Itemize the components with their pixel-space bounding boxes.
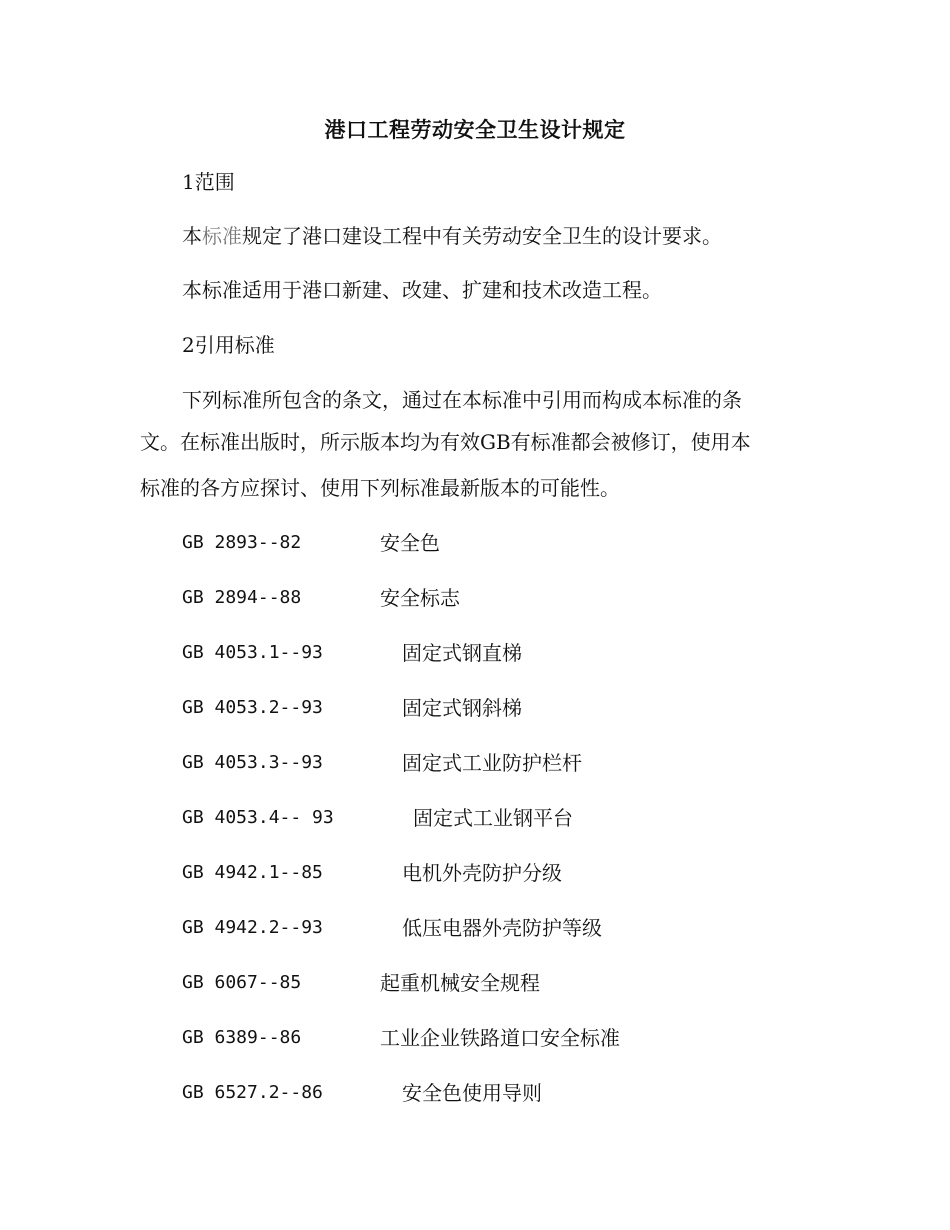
standard-code: GB 4053.1--93 — [182, 642, 323, 663]
standard-code: GB 4053.3--93 — [182, 752, 323, 773]
standard-name: 固定式工业防护栏杆 — [402, 751, 582, 775]
scope-p1-suffix: 规定了港口建设工程中有关劳动安全卫生的设计要求。 — [242, 224, 722, 248]
section-2-heading: 2引用标准 — [182, 333, 275, 357]
standard-code: GB 2894--88 — [182, 587, 302, 608]
standard-name: 安全色 — [380, 531, 440, 555]
standard-name: 电机外壳防护分级 — [402, 861, 562, 885]
scope-paragraph-1 — [140, 222, 847, 250]
standard-code: GB 6527.2--86 — [182, 1082, 323, 1103]
standard-name: 安全色使用导则 — [402, 1081, 542, 1105]
ref-intro-line-2: 文。在标准出版时，所示版本均为有效GB有标准都会被修订，使用本 — [140, 430, 751, 454]
document-title: 港口工程劳动安全卫生设计规定 — [324, 117, 626, 142]
scope-p1-highlight: 标准 — [202, 224, 242, 248]
standard-name: 低压电器外壳防护等级 — [402, 916, 602, 940]
standard-name: 固定式工业钢平台 — [413, 806, 573, 830]
standard-code: GB 4942.2--93 — [182, 917, 323, 938]
ref-intro-line-3: 标准的各方应探讨、使用下列标准最新版本的可能性。 — [140, 476, 620, 500]
standard-code: GB 4053.2--93 — [182, 697, 323, 718]
standard-name: 固定式钢直梯 — [402, 641, 522, 665]
standard-code: GB 4942.1--85 — [182, 862, 323, 883]
scope-p1-prefix: 本 — [182, 224, 202, 248]
scope-paragraph-2: 本标准适用于港口新建、改建、扩建和技术改造工程。 — [182, 278, 662, 302]
section-1-heading: 1范围 — [182, 170, 235, 194]
standard-name: 工业企业铁路道口安全标准 — [380, 1026, 620, 1050]
standard-name: 起重机械安全规程 — [380, 971, 540, 995]
standard-name: 安全标志 — [380, 586, 460, 610]
standard-code: GB 4053.4-- 93 — [182, 807, 334, 828]
standard-code: GB 6067--85 — [182, 972, 302, 993]
standard-name: 固定式钢斜梯 — [402, 696, 522, 720]
standard-code: GB 6389--86 — [182, 1027, 302, 1048]
ref-intro-line-1: 下列标准所包含的条文，通过在本标准中引用而构成本标准的条 — [182, 388, 742, 412]
standard-code: GB 2893--82 — [182, 532, 302, 553]
